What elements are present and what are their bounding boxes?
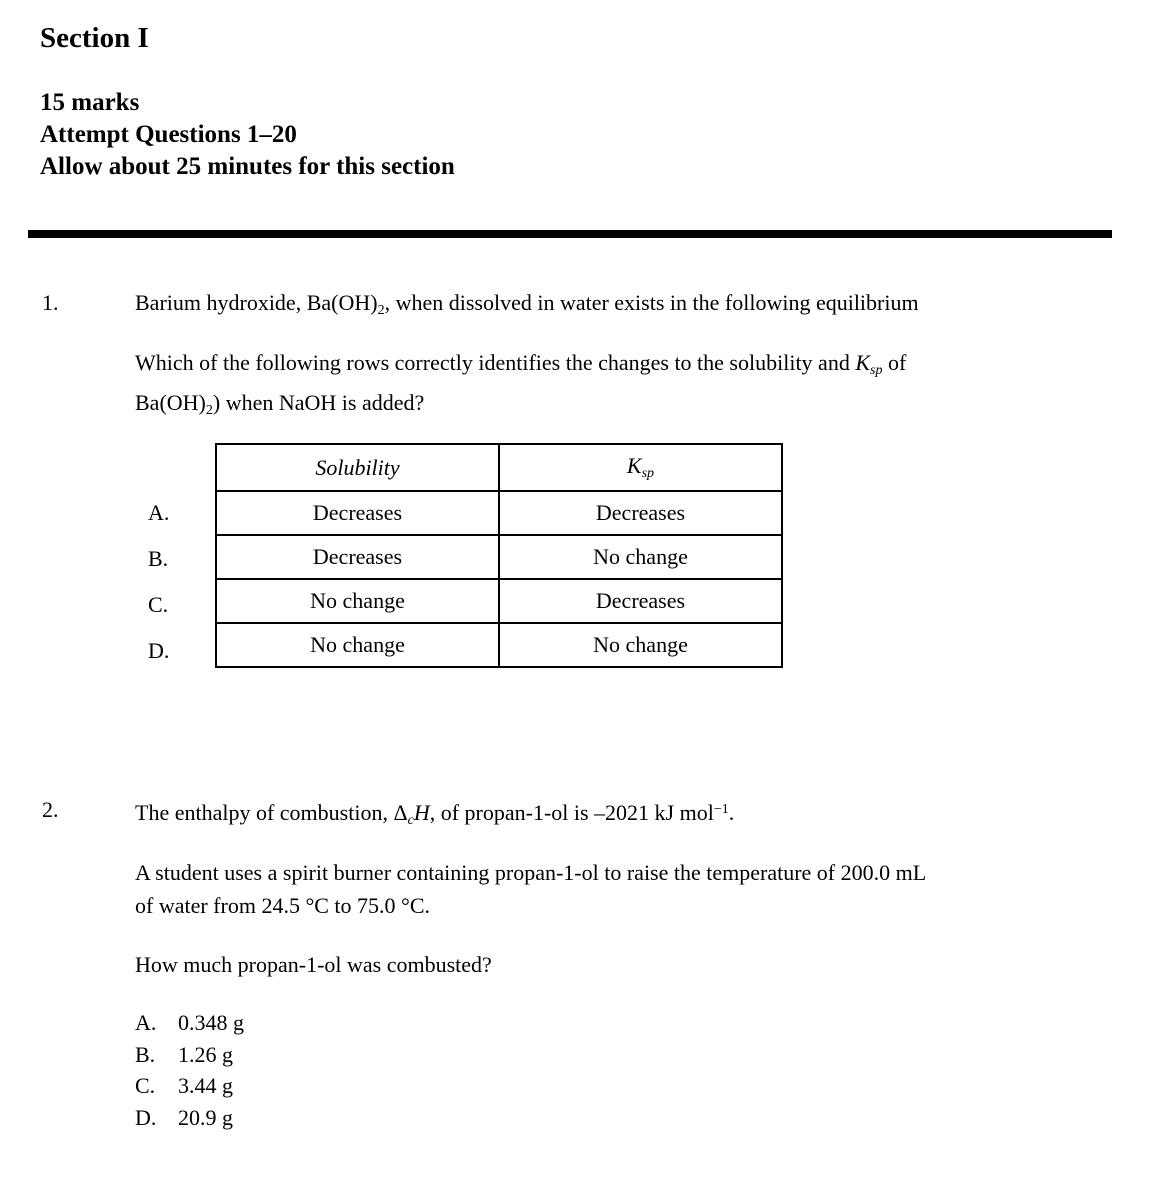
question-1-row-letters [148,492,169,676]
option-row [135,1039,244,1071]
section-divider-rule [28,230,1112,238]
text-run: The enthalpy of combustion, Δ [135,800,408,825]
row-letter-b: B. [148,546,169,571]
ksp-symbol: K [855,350,871,375]
text-run: Solubility [315,454,400,480]
cell-ksp-b: No change [499,535,782,579]
text-run: of water from 24.5 °C to 75.0 °C. [135,893,431,918]
option-row [135,1007,244,1039]
cell-solubility-c: No change [216,579,499,623]
row-letter-c: C. [148,592,169,617]
col-header-ksp [499,444,782,491]
question-2-intro [135,794,1100,837]
row-letter-a: A. [148,500,170,525]
section-instructions [40,87,455,183]
question-2-question: How much propan-1-ol was combusted? [135,952,492,977]
delta-c-subscript: c [407,813,414,828]
col-header-solubility [216,444,499,491]
option-letter: C. [135,1073,156,1098]
option-value: 1.26 g [178,1041,233,1067]
question-2-scenario [135,856,1100,922]
text-run: ) when NaOH is added? [212,390,425,415]
text-run: Barium hydroxide, Ba(OH) [135,290,378,315]
subscript-run: 2 [205,403,213,418]
ksp-subscript: sp [641,466,655,481]
marks-line: 15 marks [40,89,140,116]
question-1-number: 1. [42,290,59,315]
text-run: of [882,350,907,375]
table-row [216,491,782,535]
ksp-symbol: K [626,453,642,478]
cell-ksp-a: Decreases [499,491,782,535]
cell-solubility-b: Decreases [216,535,499,579]
option-letter: D. [135,1104,157,1130]
text-run: , of propan-1-ol is –2021 kJ mol [429,800,714,825]
table-row [216,623,782,667]
text-run: Ba(OH) [135,390,206,415]
solubility-ksp-table [215,443,783,668]
question-2-options [135,1007,244,1133]
table-row [216,535,782,579]
enthalpy-symbol: H [413,800,430,825]
table-header-row [216,444,782,491]
question-2-number: 2. [42,797,59,822]
cell-solubility-a: Decreases [216,491,499,535]
row-letter-d: D. [148,638,170,663]
cell-ksp-d: No change [499,623,782,667]
cell-ksp-c: Decreases [499,579,782,623]
text-run: A student uses a spirit burner containing propan-1-ol to raise the temperature of 200.0 mL [135,860,927,885]
text-run: . [728,800,735,825]
question-1-prompt [135,347,1100,427]
option-letter: B. [135,1041,156,1067]
section-title: Section I [40,22,149,54]
option-value: 3.44 g [178,1073,233,1098]
cell-solubility-d: No change [216,623,499,667]
ksp-subscript: sp [870,363,883,378]
question-1-intro [135,287,1100,327]
option-letter: A. [135,1010,157,1035]
text-run: Which of the following rows correctly identifies the changes to the solubility and [135,350,856,375]
text-run: , when dissolved in water exists in the following equilibrium [384,290,919,315]
subscript-run: 2 [377,303,385,318]
option-row [135,1102,244,1134]
superscript-run: −1 [713,802,729,817]
table-row [216,579,782,623]
option-value: 20.9 g [178,1104,233,1130]
attempt-line: Attempt Questions 1–20 [40,121,297,148]
option-row [135,1070,244,1102]
allow-line: Allow about 25 minutes for this section [40,153,455,180]
option-value: 0.348 g [178,1010,244,1035]
